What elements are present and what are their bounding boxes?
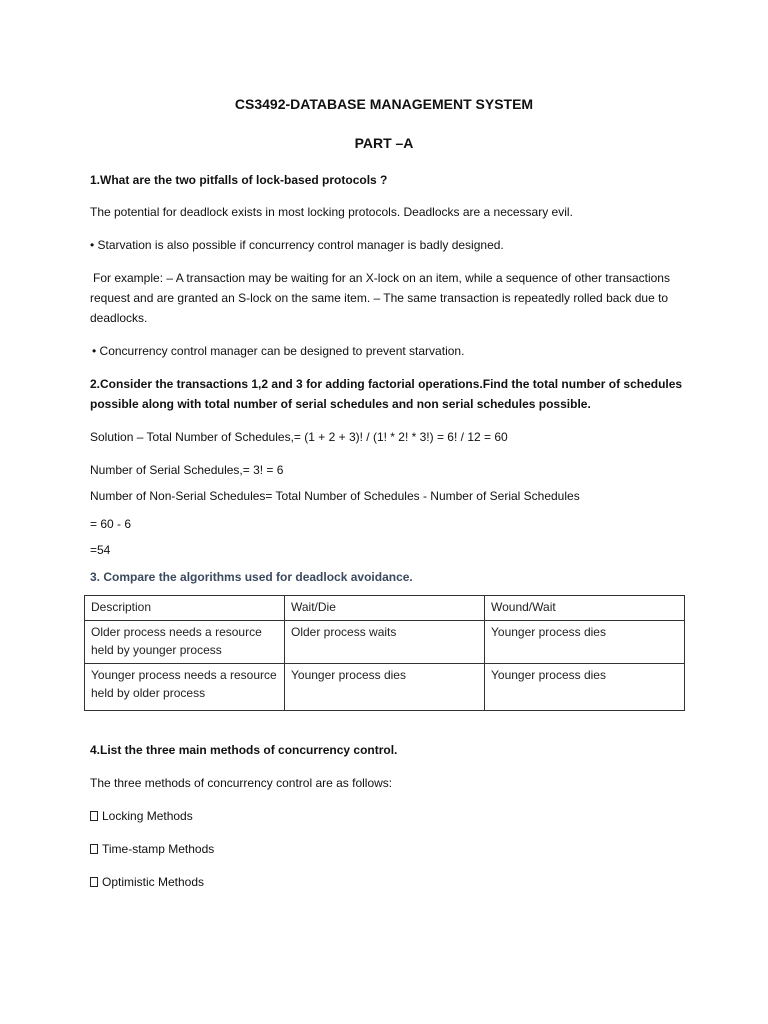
q2-question: 2.Consider the transactions 1,2 and 3 for adding factorial operations.Find the total number of schedules possible along with total number of serial schedules and non serial schedules possible. bbox=[90, 377, 683, 411]
table-cell: Older process needs a resource held by younger process bbox=[85, 621, 285, 664]
table-cell: Younger process dies bbox=[485, 664, 685, 711]
table-header-cell: Wound/Wait bbox=[485, 596, 685, 621]
table-row bbox=[85, 621, 685, 664]
table-cell: Younger process dies bbox=[485, 621, 685, 664]
q2-solution: Solution – Total Number of Schedules,= (1 + 2 + 3)! / (1! * 2! * 3!) = 6! / 12 = 60 bbox=[90, 430, 508, 444]
q1-answer-line2: • Starvation is also possible if concurrency control manager is badly designed. bbox=[90, 238, 504, 252]
method-label: Optimistic Methods bbox=[102, 875, 205, 889]
missing-glyph-box-icon bbox=[90, 877, 98, 887]
q3-question: 3. Compare the algorithms used for deadlock avoidance. bbox=[90, 570, 413, 584]
table-header-cell: Description bbox=[85, 596, 285, 621]
table-cell: Younger process dies bbox=[285, 664, 485, 711]
method-item bbox=[90, 872, 690, 892]
table-row bbox=[85, 664, 685, 711]
method-item bbox=[90, 806, 690, 826]
q1-answer-line1: The potential for deadlock exists in most locking protocols. Deadlocks are a necessary evil. bbox=[90, 205, 573, 219]
missing-glyph-box-icon bbox=[90, 844, 98, 854]
q2-serial: Number of Serial Schedules,= 3! = 6 bbox=[90, 463, 284, 477]
part-heading: PART –A bbox=[354, 135, 414, 151]
q4-intro: The three methods of concurrency control are as follows: bbox=[90, 776, 393, 790]
q2-calc1: = 60 - 6 bbox=[90, 517, 132, 531]
q4-question: 4.List the three main methods of concurrency control. bbox=[90, 743, 398, 757]
table-cell: Younger process needs a resource held by older process bbox=[85, 664, 285, 711]
q1-answer-line4: • Concurrency control manager can be designed to prevent starvation. bbox=[92, 344, 465, 358]
q1-answer-line3: For example: – A transaction may be waiting for an X-lock on an item, while a sequence of other transactions request and are granted an S-lock on the same item. – The same transaction is repeatedly rolled back due to deadlocks. bbox=[90, 271, 670, 325]
q1-question: 1.What are the two pitfalls of lock-based protocols ? bbox=[90, 173, 388, 187]
table-header-row bbox=[85, 596, 685, 621]
deadlock-comparison-table bbox=[84, 595, 685, 711]
document-title: CS3492-DATABASE MANAGEMENT SYSTEM bbox=[234, 96, 534, 112]
method-label: Locking Methods bbox=[102, 809, 193, 823]
table-cell: Older process waits bbox=[285, 621, 485, 664]
method-label: Time-stamp Methods bbox=[102, 842, 215, 856]
q2-calc2: =54 bbox=[90, 543, 111, 557]
method-item bbox=[90, 839, 690, 859]
table-header-cell: Wait/Die bbox=[285, 596, 485, 621]
missing-glyph-box-icon bbox=[90, 811, 98, 821]
q2-nonserial: Number of Non-Serial Schedules= Total Number of Schedules - Number of Serial Schedules bbox=[90, 489, 580, 503]
